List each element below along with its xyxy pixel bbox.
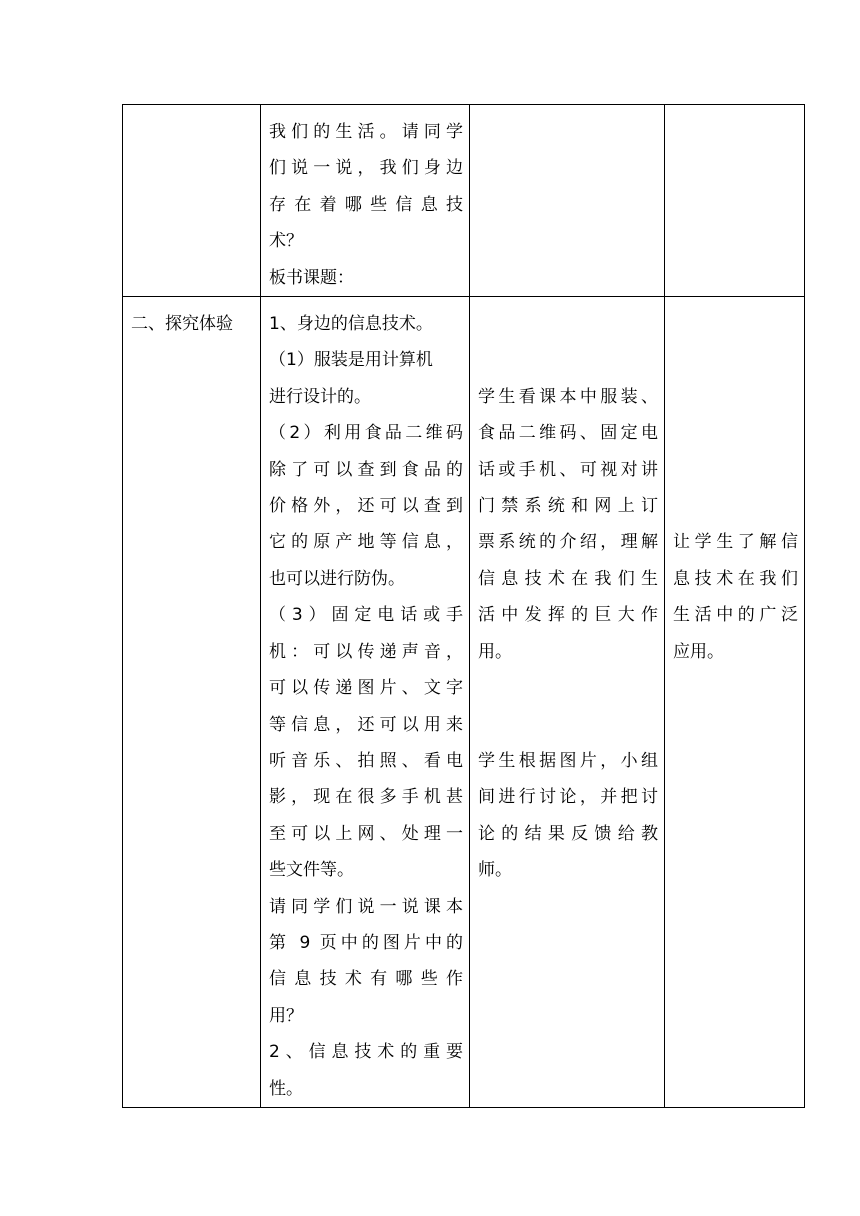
text-line: 至可以上网、处理一 <box>269 823 463 844</box>
text-line: 等信息，还可以用来 <box>269 714 463 735</box>
text-line: 1、身边的信息技术。 <box>269 314 433 335</box>
text-line: 息技术在我们 <box>673 568 798 589</box>
text-line: 听音乐、拍照、看电 <box>269 750 463 771</box>
text-line: 门禁系统和网上订 <box>478 496 658 517</box>
text-line: 生活中的广泛 <box>673 605 798 626</box>
text-line: 它的原产地等信息， <box>269 532 463 553</box>
stage-cell <box>123 297 261 1108</box>
text-line: 让学生了解信 <box>673 532 798 553</box>
table-row <box>123 105 805 297</box>
text-line <box>478 306 658 342</box>
text-line <box>673 306 798 342</box>
text-line: 论的结果反馈给教 <box>478 823 658 844</box>
text-line: 话或手机、可视对讲 <box>478 459 658 480</box>
text-line: 应用。 <box>673 641 724 662</box>
text-line: 们说一说，我们身边 <box>269 158 463 179</box>
teacher-activity-cell <box>261 105 470 297</box>
text-line: 机：可以传递声音， <box>269 641 463 662</box>
text-line: 术？ <box>269 231 303 252</box>
text-line: 活中发挥的巨大作 <box>478 605 658 626</box>
text-line: 我们的生活。请同学 <box>269 122 463 142</box>
text-line <box>673 415 798 451</box>
design-intent-cell <box>665 297 805 1108</box>
text-line: （3）固定电话或手 <box>269 605 463 626</box>
design-intent-cell <box>665 105 805 297</box>
text-line: 食品二维码、固定电 <box>478 423 658 444</box>
text-line: 用。 <box>478 641 512 662</box>
text-line <box>673 488 798 524</box>
text-line: 也可以进行防伪。 <box>269 568 405 589</box>
text-line: 信息技术有哪些作 <box>269 969 463 990</box>
text-line: 票系统的介绍，理解 <box>478 532 658 553</box>
text-line <box>673 452 798 488</box>
text-line <box>673 379 798 415</box>
text-line <box>673 342 798 378</box>
teacher-activity-cell <box>261 297 470 1108</box>
text-line: （1）服装是用计算机 <box>269 350 433 371</box>
stage-label <box>123 105 260 150</box>
text-line <box>478 670 658 706</box>
text-line <box>478 707 658 743</box>
text-line: 间进行讨论，并把讨 <box>478 787 658 808</box>
text-line: 请同学们说一说课本 <box>269 896 463 917</box>
text-line: 些文件等。 <box>269 860 354 881</box>
stage-cell <box>123 105 261 297</box>
text-line: 师。 <box>478 860 512 881</box>
stage-label: 二、探究体验 <box>131 314 233 335</box>
text-line: 2、信息技术的重要 <box>269 1042 463 1063</box>
text-line: 学生根据图片，小组 <box>478 750 658 771</box>
text-line <box>478 342 658 378</box>
text-line: 第 9 页中的图片中的 <box>269 932 463 953</box>
text-line: 性。 <box>269 1078 303 1099</box>
student-activity-cell <box>470 297 665 1108</box>
text-line: 学生看课本中服装、 <box>478 386 658 407</box>
text-line: 可以传递图片、文字 <box>269 678 463 699</box>
text-line: 影，现在很多手机甚 <box>269 787 463 808</box>
text-line: （2）利用食品二维码 <box>269 423 463 444</box>
text-line: 价格外，还可以查到 <box>269 496 463 517</box>
table-row <box>123 297 805 1108</box>
text-line: 板书课题： <box>269 267 354 288</box>
text-line: 除了可以查到食品的 <box>269 459 463 480</box>
text-line: 进行设计的。 <box>269 386 371 407</box>
text-line: 存在着哪些信息技 <box>269 194 463 215</box>
text-line: 用？ <box>269 1005 303 1026</box>
lesson-plan-table <box>122 104 805 1108</box>
text-line: 信息技术在我们生 <box>478 568 658 589</box>
student-activity-cell <box>470 105 665 297</box>
